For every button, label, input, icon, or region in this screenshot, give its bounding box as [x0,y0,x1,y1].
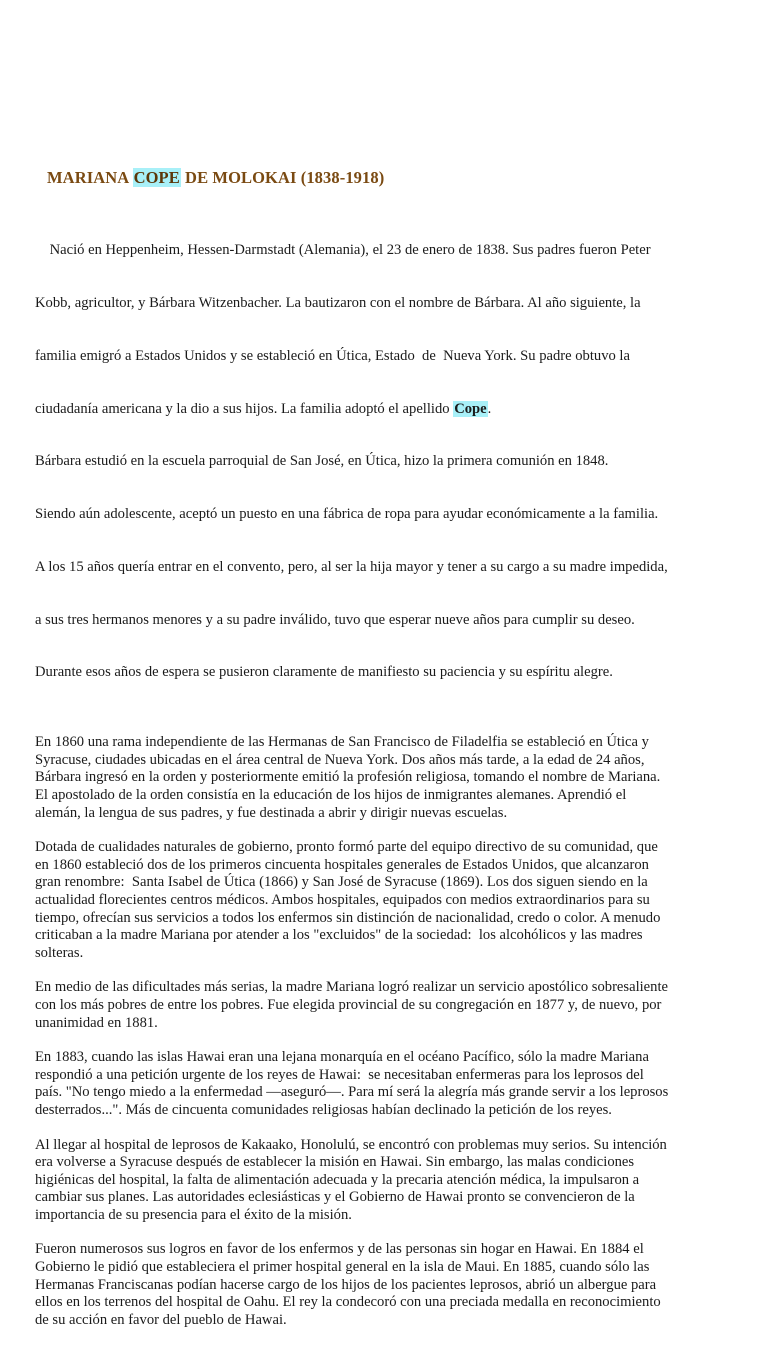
text-line: de su acción en favor del pueblo de Hawai. [35,1311,287,1328]
title-prefix: MARIANA [47,168,133,187]
text-line: en 1860 estableció dos de los primeros cincuenta hospitales generales de Estados Unidos, que alcanzaron [35,856,649,873]
text-line: país. "No tengo miedo a la enfermedad —aseguró—. Para mí será la alegría más grande servir a los leprosos [35,1084,669,1101]
text-line: higiénicas del hospital, la falta de alimentación adecuada y la precaria atención médica, la impulsaron a [35,1171,640,1188]
text-line: En 1860 una rama independiente de las Hermanas de San Francisco de Filadelfia se estableció en Útica y [35,734,649,751]
text-line: unanimidad en 1881. [35,1014,158,1031]
text-line: familia emigró a Estados Unidos y se estableció en Útica, Estado de Nueva York. Su padre obtuvo la [35,347,630,364]
paragraph-provincial [35,979,725,1032]
text-line: En 1883, cuando las islas Hawai eran una lejana monarquía en el océano Pacífico, sólo la madre Mariana [35,1049,649,1066]
text-line: era volverse a Syracuse después de establecer la misión en Hawai. Sin embargo, las malas condiciones [35,1154,635,1171]
title-suffix: DE MOLOKAI (1838-1918) [180,168,385,187]
paragraph-vocation [35,734,725,822]
text-line: Durante esos años de espera se pusieron claramente de manifiesto su paciencia y su espíritu alegre. [35,664,613,681]
text-line: alemán, la lengua de sus padres, y fue destinada a abrir y dirigir nuevas escuelas. [35,804,508,821]
text-line: ellos en los terrenos del hospital de Oahu. El rey la condecoró con una preciada medalla en reconocimiento [35,1294,661,1311]
paragraph-hawaii-call [35,1049,725,1119]
text-line: Dotada de cualidades naturales de gobierno, pronto formó parte del equipo directivo de su comunidad, que [35,839,658,856]
text-line: tiempo, ofrecían sus servicios a todos los enfermos sin distinción de nacionalidad, credo o color. A menudo [35,909,661,926]
text-line: Fueron numerosos sus logros en favor de los enfermos y de las personas sin hogar en Hawai. En 1884 el [35,1241,644,1258]
text-line: respondió a una petición urgente de los reyes de Hawai: se necesitaban enfermeras para los leprosos del [35,1066,644,1083]
text-line: Hermanas Franciscanas podían hacerse cargo de los hijos de los pacientes leprosos, abrió un albergue para [35,1276,657,1293]
text-line: desterrados...". Más de cincuenta comunidades religiosas habían declinado la petición de los reyes. [35,1101,612,1118]
text-line: solteras. [35,944,84,961]
text-line: Bárbara ingresó en la orden y posteriormente emitió la profesión religiosa, tomando el nombre de Mariana. [35,769,661,786]
text-line: gran renombre: Santa Isabel de Útica (1866) y San José de Syracuse (1869). Los dos siguen siendo en la [35,874,648,891]
document-body [35,207,725,1346]
paragraph-kakaako [35,1137,725,1225]
text-fragment: . [487,400,492,417]
paragraph-gap [35,717,725,734]
paragraph-hospitals [35,839,725,962]
text-line [35,401,725,419]
text-line: A los 15 años quería entrar en el convento, pero, al ser la hija mayor y tener a su cargo a su madre impedida, [35,558,668,575]
paragraph-achievements [35,1241,725,1329]
search-highlight-surname: Cope [454,400,487,417]
text-line: Gobierno le pidió que estableciera el primer hospital general en la isla de Maui. En 1885, cuando sólo las [35,1259,650,1276]
text-line: Kobb, agricultor, y Bárbara Witzenbacher. La bautizaron con el nombre de Bárbara. Al año siguiente, la [35,294,641,311]
paragraph-birth [35,207,725,717]
document-title [47,169,384,187]
text-line: cambiar sus planes. Las autoridades eclesiásticas y el Gobierno de Hawai pronto se convencieron de la [35,1189,635,1206]
search-highlight-title: COPE [133,168,180,187]
text-line: El apostolado de la orden consistía en la educación de los hijos de inmigrantes alemanes. Aprendió el [35,787,627,803]
text-line: criticaban a la madre Mariana por atender a los "excluidos" de la sociedad: los alcohólicos y las madres [35,927,643,944]
text-line: En medio de las dificultades más serias, la madre Mariana logró realizar un servicio apostólico sobresaliente [35,979,668,996]
text-line: con los más pobres de entre los pobres. Fue elegida provincial de su congregación en 1877 y, de nuevo, por [35,996,662,1013]
text-line: Siendo aún adolescente, aceptó un puesto en una fábrica de ropa para ayudar económicamente a la familia. [35,506,659,523]
text-line: Syracuse, ciudades ubicadas en el área central de Nueva York. Dos años más tarde, a la edad de 24 años, [35,751,645,768]
text-line: Bárbara estudió en la escuela parroquial de San José, en Útica, hizo la primera comunión en 1848. [35,453,609,470]
text-line: Al llegar al hospital de leprosos de Kakaako, Honolulú, se encontró con problemas muy serios. Su intención [35,1136,667,1153]
text-line: actualidad florecientes centros médicos. Ambos hospitales, equipados con medios extraordinarios para su [35,891,650,908]
text-line: importancia de su presencia para el éxito de la misión. [35,1206,352,1223]
text-fragment: ciudadanía americana y la dio a sus hijos. La familia adoptó el apellido [35,400,454,417]
text-line: Nació en Heppenheim, Hessen-Darmstadt (Alemania), el 23 de enero de 1838. Sus padres fueron Peter [35,242,651,259]
text-line: a sus tres hermanos menores y a su padre inválido, tuvo que esperar nueve años para cumplir su deseo. [35,611,635,628]
